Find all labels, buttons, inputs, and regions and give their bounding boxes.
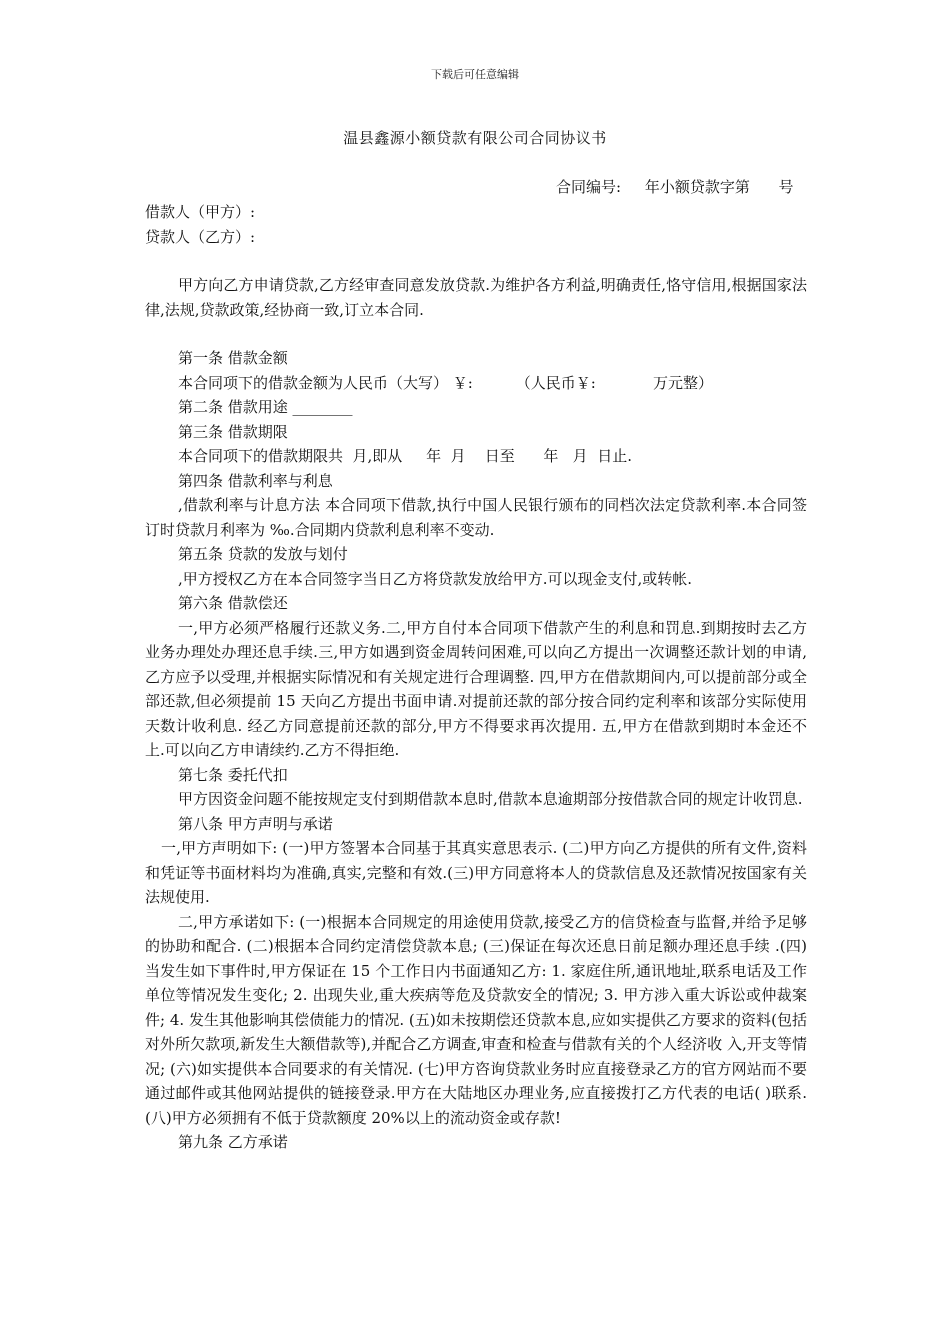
article-1-text: 本合同项下的借款金额为人民币（大写） ￥: （人民币￥: 万元整）	[178, 373, 714, 392]
document-title: 温县鑫源小额贷款有限公司合同协议书	[343, 129, 607, 147]
article-7-title: 第七条 委托代扣	[178, 765, 288, 784]
article-8-title: 第八条 甲方声明与承诺	[178, 814, 333, 833]
article-8-text-1: 一,甲方声明如下: (一)甲方签署本合同基于其真实意思表示. (二)甲方向乙方提供的所有文件,资料和凭证等书面材料均为准确,真实,完整和有效.(三)甲方同意将本人的贷款信息及还款情况按国家有关法规使用.	[145, 839, 807, 906]
article-7-text: 甲方因资金问题不能按规定支付到期借款本息时,借款本息逾期部分按借款合同的规定计收罚息.	[178, 790, 803, 808]
intro-paragraph: 甲方向乙方申请贷款,乙方经审查同意发放贷款.为维护各方利益,明确责任,恪守信用,根据国家法律,法规,贷款政策,经协商一致,订立本合同.	[145, 276, 807, 319]
article-2-title: 第二条 借款用途 ________	[178, 398, 353, 416]
article-3-title: 第三条 借款期限	[178, 422, 288, 441]
lender-line: 贷款人（乙方）:	[145, 227, 256, 246]
article-5-title: 第五条 贷款的发放与划付	[178, 545, 348, 563]
article-4-text: ,借款利率与计息方法 本合同项下借款,执行中国人民银行颁布的同档次法定贷款利率.本合同签订时贷款月利率为 ‰.合同期内贷款利息利率不变动.	[145, 496, 807, 539]
article-9-title: 第九条 乙方承诺	[178, 1133, 288, 1151]
article-4-title: 第四条 借款利率与利息	[178, 471, 333, 490]
article-6-title: 第六条 借款偿还	[178, 594, 288, 612]
contract-number: 合同编号: 年小额贷款字第 号	[556, 178, 794, 196]
article-3-text: 本合同项下的借款期限共 月,即从 年 月 日至 年 月 日止.	[178, 447, 632, 465]
header-note: 下载后可任意编辑	[431, 68, 519, 81]
borrower-line: 借款人（甲方）:	[145, 203, 256, 221]
article-5-text: ,甲方授权乙方在本合同签字当日乙方将贷款发放给甲方.可以现金支付,或转帐.	[178, 569, 693, 588]
article-6-text: 一,甲方必须严格履行还款义务.二,甲方自付本合同项下借款产生的利息和罚息.到期按时去乙方业务办理处办理还息手续.三,甲方如遇到资金周转问困难,可以向乙方提出一次调整还款计划的申请,乙方应予以受理,并根据实际情况和有关规定进行合理调整. 四,甲方在借款期间内,可以提前部分或全部还款,但必须提前 15 天向乙方提出书面申请.对提前还款的部分按合同约定利率和该部分实际使用天数计收利息. 经乙方同意提前还款的部分,甲方不得要求再次提用. 五,甲方在借款到期时本金还不上.可以向乙方申请续约.乙方不得拒绝.	[145, 618, 807, 759]
article-1-title: 第一条 借款金额	[178, 349, 288, 367]
document-body	[145, 200, 807, 1155]
article-8-text-2: 二,甲方承诺如下: (一)根据本合同规定的用途使用贷款,接受乙方的信贷检查与监督,并给予足够的协助和配合. (二)根据本合同约定清偿贷款本息; (三)保证在每次还息日前足额办理还息手续 .(四)当发生如下事件时,甲方保证在 15 个工作日内书面通知乙方: 1. 家庭住所,通讯地址,联系电话及工作单位等情况发生变化; 2. 出现失业,重大疾病等危及贷款安全的情况; 3. 甲方涉入重大诉讼或仲裁案件; 4. 发生其他影响其偿债能力的情况. (五)如未按期偿还贷款本息,应如实提供乙方要求的资料(包括对外所欠款项,新发生大额借款等),并配合乙方调查,审查和检查与借款有关的个人经济收 入,开支等情况; (六)如实提供本合同要求的有关情况. (七)甲方咨询贷款业务时应直接登录乙方的官方网站而不要通过邮件或其他网站提供的链接登录.甲方在大陆地区办理业务,应直接拨打乙方代表的电话( )联系.(八)甲方必须拥有不低于贷款额度 20%以上的流动资金或存款!	[145, 912, 807, 1127]
